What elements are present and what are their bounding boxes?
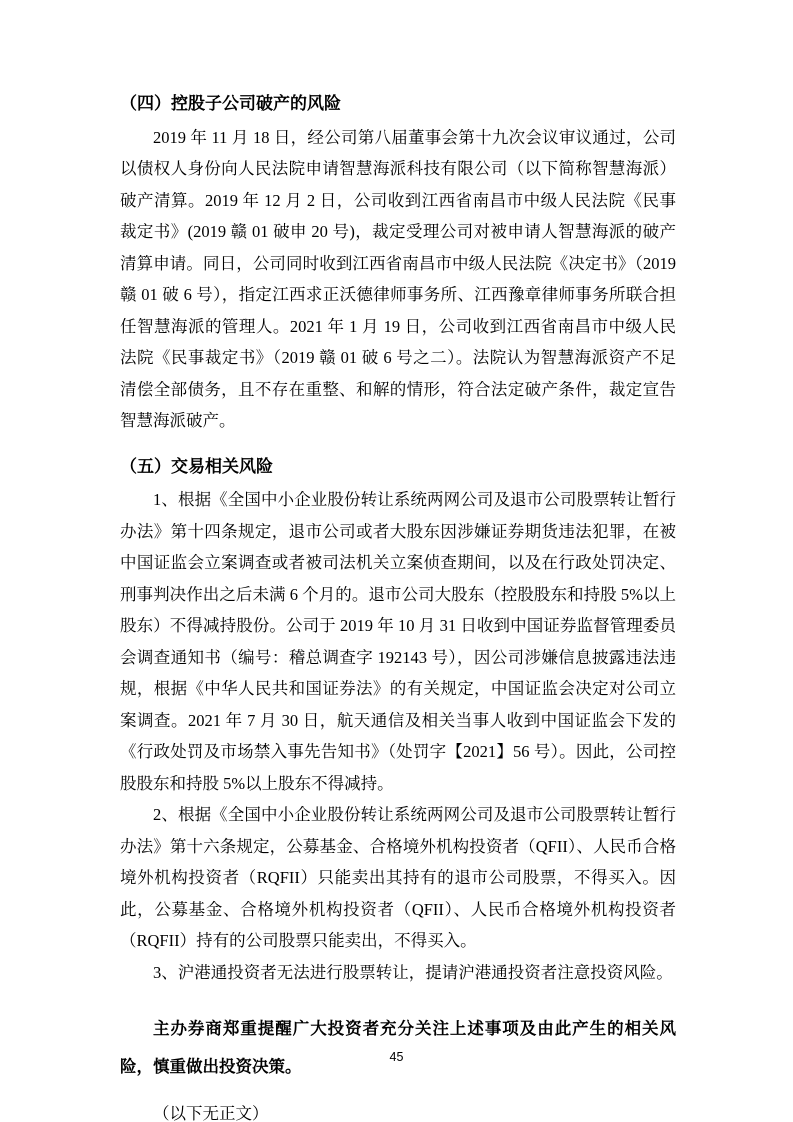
section-heading-bankruptcy-risk: （四）控股子公司破产的风险 <box>120 94 341 113</box>
section-heading-trading-risk: （五）交易相关风险 <box>120 456 273 476</box>
paragraph-trading-risk-1: 1、根据《全国中小企业股份转让系统两网公司及退市公司股票转让暂行办法》第十四条规定，退市公司或者大股东因涉嫌证券期货违法犯罪，在被中国证监会立案调查或者被司法机关立案侦查期间，以及在行政处罚决定、刑事判决作出之后未满 6 个月的。退市公司大股东（控股股东和持股 5%以上股东）不得减持股份。公司于 2019 年 10 月 31 日收到中国证券监督管理委员会调查通知书（编号：稽总调查字 192143 号），因公司涉嫌信息披露违法违规，根据《中华人民共和国证券法》的有关规定，中国证监会决定对公司立案调查。2021 年 7 月 30 日，航天通信及相关当事人收到中国证监会下发的《行政处罚及市场禁入事先告知书》（处罚字【2021】56 号）。因此，公司控股股东和持股 5%以上股东不得减持。 <box>120 490 676 793</box>
end-of-text-note: （以下无正文） <box>153 1104 269 1122</box>
sponsor-broker-warning: 主办券商郑重提醒广大投资者充分关注上述事项及由此产生的相关风险，慎重做出投资决策。 <box>120 1019 676 1076</box>
paragraph-bankruptcy-detail: 2019 年 11 月 18 日，经公司第八届董事会第十九次会议审议通过，公司以债权人身份向人民法院申请智慧海派科技有限公司（以下简称智慧海派）破产清算。2019 年 12 月 2 日，公司收到江西省南昌市中级人民法院《民事裁定书》(2019 赣 01 破申 20 号)，裁定受理公司对被申请人智慧海派的破产清算申请。同日，公司同时收到江西省南昌市中级人民法院《决定书》（2019 赣 01 破 6 号），指定江西求正沃德律师事务所、江西豫章律师事务所联合担任智慧海派的管理人。2021 年 1 月 19 日，公司收到江西省南昌市中级人民法院《民事裁定书》（2019 赣 01 破 6 号之二）。法院认为智慧海派资产不足清偿全部债务，且不存在重整、和解的情形，符合法定破产条件，裁定宣告智慧海派破产。 <box>120 127 676 430</box>
paragraph-trading-risk-3: 3、沪港通投资者无法进行股票转让，提请沪港通投资者注意投资风险。 <box>153 962 673 982</box>
section-trading-related-risk <box>120 451 676 989</box>
section-subsidiary-bankruptcy-risk <box>120 88 676 437</box>
page-number: 45 <box>389 1050 404 1064</box>
paragraph-trading-risk-2: 2、根据《全国中小企业股份转让系统两网公司及退市公司股票转让暂行办法》第十六条规定，公募基金、合格境外机构投资者（QFII）、人民币合格境外机构投资者（RQFII）只能卖出其持有的退市公司股票，不得买入。因此，公募基金、合格境外机构投资者（QFII）、人民币合格境外机构投资者（RQFII）持有的公司股票只能卖出，不得买入。 <box>120 805 676 950</box>
